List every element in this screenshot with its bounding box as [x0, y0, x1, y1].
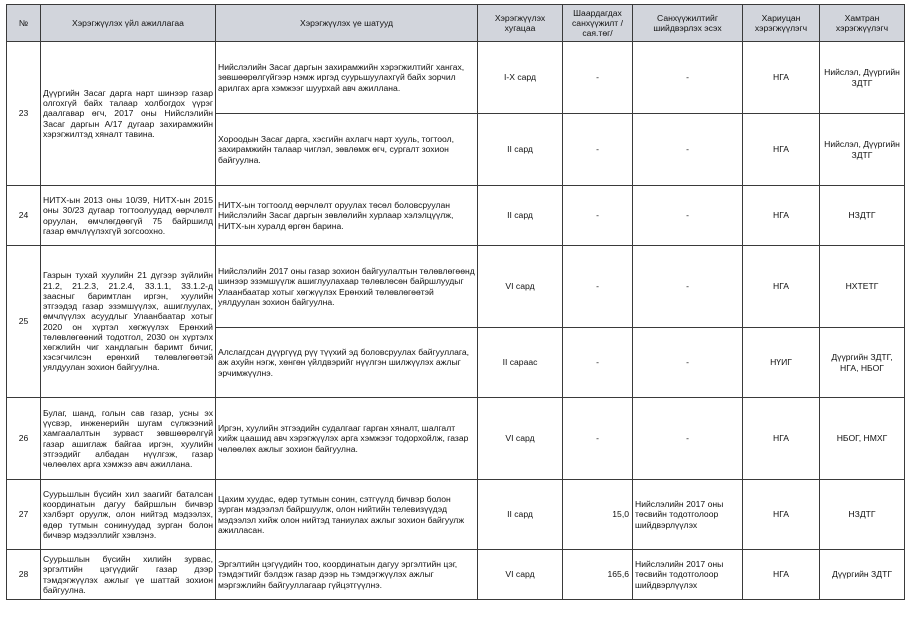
- stage-cell: Нийслэлийн Засаг даргын захирамжийн хэрэгжилтийг хангах, зөвшөөрөлгүйгээр нэмж иргэд суурьшуулахгүй байх зорчил арилгах арга хэмжээг шуурхай авч ажиллана.: [216, 42, 478, 114]
- source-cell: -: [633, 328, 743, 398]
- action-cell: Дүүргийн Засаг дарга нарт шинээр газар олгохгүй байх талаар холбогдох үүрэг даалгавар өгч, 2017 оны Нийслэлийн Засаг даргын А/17 дугаар захирамжийн хэрэгжилтэд хяналт тавина.: [41, 42, 216, 186]
- term-cell: II сард: [478, 114, 563, 186]
- row-number: 24: [7, 186, 41, 246]
- table-row: [7, 186, 905, 246]
- partner-cell: НЗДТГ: [820, 480, 905, 550]
- header-stages: Хэрэгжүүлэх үе шатууд: [216, 5, 478, 42]
- responsible-cell: НГА: [743, 42, 820, 114]
- action-cell: НИТХ-ын 2013 оны 10/39, НИТХ-ын 2015 оны 30/23 дугаар тогтоолуудад өөрчлөлт оруулан, өмчлөгдөөгүй 75 байршилд газар өмчлүүлэхгүй зогсоохно.: [41, 186, 216, 246]
- term-cell: I-X сард: [478, 42, 563, 114]
- partner-cell: Нийслэл, Дүүргийн ЗДТГ: [820, 114, 905, 186]
- row-number: 28: [7, 550, 41, 600]
- action-cell: Суурьшлын бүсийн хил заагийг баталсан координатын дагуу байршлын бичвэр хэлбэрт оруулж, олон нийтэд мэдээлэх, өдөр тутмын сонинуудад зурган болон бичвэр мэдээллийг хэвлэнэ.: [41, 480, 216, 550]
- action-cell: Булаг, шанд, голын сав газар, усны эх үүсвэр, инженерийн шугам сүлжээний хамгаалалтын зурваст зөвшөөрөлгүй газар ашиглаж байгаа иргэн, хуулийн этгээдийг албадан нүүлгэж, газар чөлөөлөх арга хэмжээ авч ажиллана.: [41, 398, 216, 480]
- stage-cell: Иргэн, хуулийн этгээдийн судалгааг гарган хяналт, шалгалт хийж цаашид авч хэрэгжүүлэх арга хэмжээг тодорхойлж, газар чөлөөлөх ажлыг зохион байгуулна.: [216, 398, 478, 480]
- responsible-cell: НҮИГ: [743, 328, 820, 398]
- document-page: [6, 4, 904, 600]
- source-cell: -: [633, 42, 743, 114]
- source-cell: Нийслэлийн 2017 оны төсвийн тодотголоор шийдвэрлүүлэх: [633, 480, 743, 550]
- table-row: [7, 550, 905, 600]
- partner-cell: Нийслэл, Дүүргийн ЗДТГ: [820, 42, 905, 114]
- stage-cell: Цахим хуудас, өдөр тутмын сонин, сэтгүүлд бичвэр болон зурган мэдээлэл байршуулж, олон нийтийн телевизүүдэд мэдээлэл хийж олон нийтэд таниулах ажлыг зохион байгуулж ажилласан.: [216, 480, 478, 550]
- funding-cell: -: [563, 246, 633, 328]
- funding-cell: 15,0: [563, 480, 633, 550]
- source-cell: -: [633, 186, 743, 246]
- funding-cell: 165,6: [563, 550, 633, 600]
- term-cell: II сард: [478, 480, 563, 550]
- header-term: Хэрэгжүүлэх хугацаа: [478, 5, 563, 42]
- source-cell: -: [633, 114, 743, 186]
- action-plan-table: [6, 4, 905, 600]
- responsible-cell: НГА: [743, 480, 820, 550]
- partner-cell: Дүүргийн ЗДТГ, НГА, НБОГ: [820, 328, 905, 398]
- table-row: [7, 480, 905, 550]
- funding-cell: -: [563, 398, 633, 480]
- funding-cell: -: [563, 328, 633, 398]
- responsible-cell: НГА: [743, 114, 820, 186]
- table-row: [7, 42, 905, 114]
- stage-cell: НИТХ-ын тогтоолд өөрчлөлт оруулах төсөл боловсруулан Нийслэлийн Засаг даргын зөвлөлийн хурлаар хэлэлцүүлж, НИТХ-ын хуралд өргөн барина.: [216, 186, 478, 246]
- responsible-cell: НГА: [743, 246, 820, 328]
- stage-cell: Нийслэлийн 2017 оны газар зохион байгуулалтын төлөвлөгөөнд шинээр эзэмшүүлж ашиглуулахаар төлөвлөсөн байршлуудыг Улаанбаатар хотыг хөгжүүлэх Ерөнхий төлөвлөгөөтэй уялдуулан зохион байгуулна.: [216, 246, 478, 328]
- responsible-cell: НГА: [743, 550, 820, 600]
- funding-cell: -: [563, 42, 633, 114]
- source-cell: Нийслэлийн 2017 оны төсвийн тодотголоор шийдвэрлүүлэх: [633, 550, 743, 600]
- term-cell: II сараас: [478, 328, 563, 398]
- table-row: [7, 398, 905, 480]
- source-cell: -: [633, 398, 743, 480]
- row-number: 27: [7, 480, 41, 550]
- row-number: 25: [7, 246, 41, 398]
- partner-cell: НХТЕТГ: [820, 246, 905, 328]
- partner-cell: НБОГ, НМХГ: [820, 398, 905, 480]
- term-cell: VI сард: [478, 550, 563, 600]
- partner-cell: Дүүргийн ЗДТГ: [820, 550, 905, 600]
- header-action: Хэрэгжүүлэх үйл ажиллагаа: [41, 5, 216, 42]
- term-cell: VI сард: [478, 398, 563, 480]
- header-responsible: Хариуцан хэрэгжүүлэгч: [743, 5, 820, 42]
- funding-cell: -: [563, 114, 633, 186]
- responsible-cell: НГА: [743, 398, 820, 480]
- table-row: [7, 246, 905, 328]
- header-source: Санхүүжилтийг шийдвэрлэх эсэх: [633, 5, 743, 42]
- row-number: 26: [7, 398, 41, 480]
- action-cell: Суурьшлын бүсийн хилийн зурвас, эргэлтийн цэгүүдийг газар дээр тэмдэгжүүлэх ажлыг үе шаттай зохион байгуулна.: [41, 550, 216, 600]
- header-partner: Хамтран хэрэгжүүлэгч: [820, 5, 905, 42]
- responsible-cell: НГА: [743, 186, 820, 246]
- header-no: №: [7, 5, 41, 42]
- term-cell: II сард: [478, 186, 563, 246]
- partner-cell: НЗДТГ: [820, 186, 905, 246]
- funding-cell: -: [563, 186, 633, 246]
- table-header-row: [7, 5, 905, 42]
- stage-cell: Эргэлтийн цэгүүдийн тоо, координатын дагуу эргэлтийн цэг, тэмдэгтийг бэлдэж газар дээр нь тэмдэгжүүлэх ажлыг мэргэжлийн байгууллагаар гүйцэтгүүлнэ.: [216, 550, 478, 600]
- stage-cell: Хороодын Засаг дарга, хэсгийн ахлагч нарт хууль, тогтоол, захирамжийн талаар чиглэл, зөвлөмж өгч, сургалт зохион байгуулна.: [216, 114, 478, 186]
- row-number: 23: [7, 42, 41, 186]
- header-funding: Шаардагдах санхүүжилт /сая.төг/: [563, 5, 633, 42]
- term-cell: VI сард: [478, 246, 563, 328]
- action-cell: Газрын тухай хуулийн 21 дүгээр зүйлийн 21.2, 21.2.3, 21.2.4, 33.1.1, 33.1.2-д заасныг баримтлан иргэн, хуулийн этгээдэд газар эзэмшүүлэх, ашиглуулах, өмчлүүлэх асуудлыг Улаанбаатар хотыг 2020 он хүртэл хөгжүүлэх Ерөнхий төлөвлөгөөний тодотгол, 2030 он хүртэлх хөгжлийн чиг хандлагын баримт бичиг, хэсэгчилсэн ерөнхий төлөвлөгөөтэй уялдуулан зохион байгуулна.: [41, 246, 216, 398]
- source-cell: -: [633, 246, 743, 328]
- stage-cell: Алслагдсан дүүргүүд рүү түүхий эд боловсруулах байгууллага, аж ахуйн нэгж, хөнгөн үйлдвэрийг нүүлгэн шилжүүлэх ажлыг эрчимжүүлнэ.: [216, 328, 478, 398]
